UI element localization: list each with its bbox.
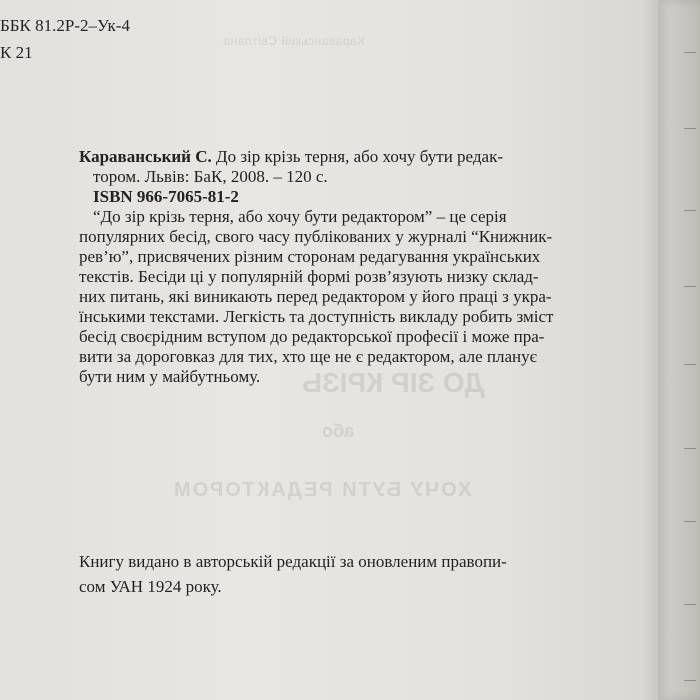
edge-mark <box>684 210 696 211</box>
description-line-3: рев’ю”, присвячених різним сторонам редагування українських <box>79 247 541 266</box>
catalog-entry <box>79 147 615 387</box>
edge-mark <box>684 680 696 681</box>
description-line-8: вити за дороговказ для тих, хто ще не є редактором, але планує <box>79 347 537 366</box>
catalog-title-line-2: тором. Львів: БаК, 2008. – 120 с. <box>93 167 328 186</box>
catalog-title-line-1 <box>79 147 615 167</box>
edge-mark <box>684 364 696 365</box>
edge-mark <box>684 521 696 522</box>
edge-mark <box>684 286 696 287</box>
edition-note-line-1: Книгу видано в авторській редакції за оновленим правопи- <box>79 552 507 571</box>
edge-mark <box>684 604 696 605</box>
description-line-9: бути ним у майбутньому. <box>79 367 261 386</box>
description-line-6: їнськими текстами. Легкість та доступність викладу робить зміст <box>79 307 554 326</box>
description-line-4: текстів. Бесіди ці у популярній формі розв’язують низку склад- <box>79 267 539 286</box>
description-line-7: бесід своєрідним вступом до редакторської професії і може пра- <box>79 327 545 346</box>
show-through-text: ДО ЗІР КРІЗЬ <box>302 367 485 398</box>
catalog-author: Караванський С. <box>79 147 212 166</box>
shelf-mark: К 21 <box>0 43 33 62</box>
catalog-title-line-1-text: До зір крізь терня, або хочу бути редак- <box>215 147 503 166</box>
edition-note-line-2: сом УАН 1924 року. <box>79 577 222 596</box>
edge-mark <box>684 52 696 53</box>
description-line-2: популярних бесід, свого часу публікованих у журналі “Книжник- <box>79 227 553 246</box>
show-through-text: ХОЧУ БУТИ РЕДАКТОРОМ <box>172 479 472 501</box>
show-through-text: або <box>322 421 355 441</box>
page-stack-edge <box>658 0 700 700</box>
classification-code: ББК 81.2Р-2–Ук-4 <box>0 16 130 35</box>
description-line-1: “До зір крізь терня, або хочу бути редактором” – це серія <box>93 207 507 226</box>
show-through-text: Караванський Світлана <box>223 34 365 48</box>
edge-mark <box>684 448 696 449</box>
description-line-5: них питань, які виникають перед редактором у його праці з укра- <box>79 287 552 306</box>
edition-note <box>79 549 619 599</box>
edge-mark <box>684 128 696 129</box>
catalog-isbn: ISBN 966-7065-81-2 <box>93 187 239 206</box>
